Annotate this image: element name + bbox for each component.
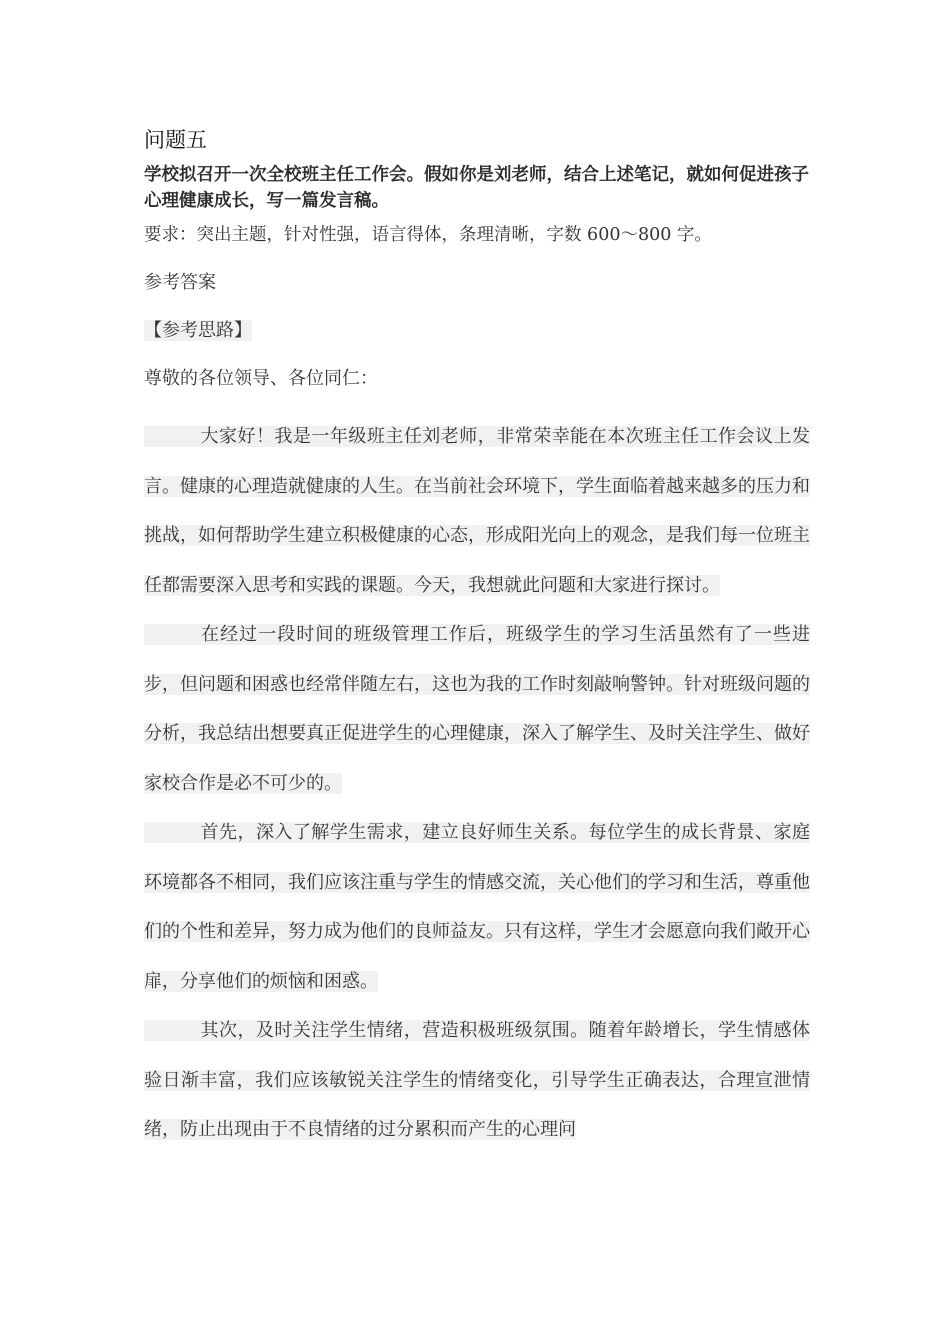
paragraph-1-text: 大家好！我是一年级班主任刘老师，非常荣幸能在本次班主任工作会议上发言。健康的心理造就健康的人生。在当前社会环境下，学生面临着越来越多的压力和挑战，如何帮助学生建立积极健康的心态，形成阳光向上的观念，是我们每一位班主任都需要深入思考和实践的课题。今天，我想就此问题和大家进行探讨。 [144, 426, 810, 596]
paragraph-4 [144, 1006, 810, 1155]
greeting: 尊敬的各位领导、各位同仁： [144, 368, 378, 389]
idea-label [144, 316, 810, 346]
paragraph-1 [144, 412, 810, 610]
paragraph-2 [144, 610, 810, 808]
answer-label: 参考答案 [144, 272, 216, 293]
question-text: 学校拟召开一次全校班主任工作会。假如你是刘老师，结合上述笔记，就如何促进孩子心理健康成长，写一篇发言稿。 [144, 165, 809, 211]
paragraph-3 [144, 808, 810, 1006]
requirement-text: 要求：突出主题，针对性强，语言得体，条理清晰，字数 600～800 字。 [144, 225, 712, 245]
document-page [144, 122, 810, 1155]
idea-label-text: 【参考思路】 [144, 320, 252, 341]
paragraph-3-text: 首先，深入了解学生需求，建立良好师生关系。每位学生的成长背景、家庭环境都各不相同，我们应该注重与学生的情感交流，关心他们的学习和生活，尊重他们的个性和差异，努力成为他们的良师益友。只有这样，学生才会愿意向我们敞开心扉，分享他们的烦恼和困惑。 [144, 822, 810, 992]
section-heading: 问题五 [144, 128, 207, 152]
paragraph-2-text: 在经过一段时间的班级管理工作后，班级学生的学习生活虽然有了一些进步，但问题和困惑也经常伴随左右，这也为我的工作时刻敲响警钟。针对班级问题的分析，我总结出想要真正促进学生的心理健康，深入了解学生、及时关注学生、做好家校合作是必不可少的。 [144, 624, 810, 794]
paragraph-4-text: 其次，及时关注学生情绪，营造积极班级氛围。随着年龄增长，学生情感体验日渐丰富，我们应该敏锐关注学生的情绪变化，引导学生正确表达，合理宣泄情绪，防止出现由于不良情绪的过分累积而产生的心理问 [144, 1020, 810, 1140]
